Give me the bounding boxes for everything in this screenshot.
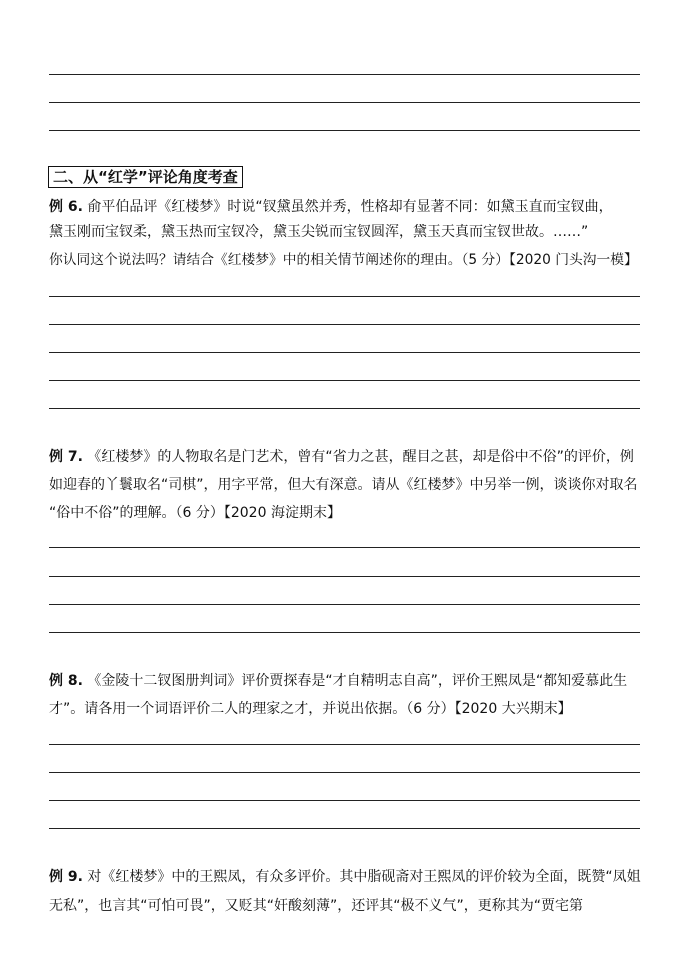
question-7-text: 《红楼梦》的人物取名是门艺术，曾有“省力之甚，醒目之甚，却是俗中不俗”的评价，例 <box>87 449 634 465</box>
question-6-text: 俞平伯品评《红楼梦》时说“钗黛虽然并秀，性格却有显著不同：如黛玉直而宝钗曲， <box>87 199 613 215</box>
answer-line <box>49 772 640 773</box>
question-7-line1 <box>49 447 634 467</box>
question-8-line2: 才”。请各用一个词语评价二人的理家之才，并说出依据。（6 分）【2020 大兴期末】 <box>49 701 572 717</box>
question-6-line1 <box>49 197 613 217</box>
question-6-number: 例 6. <box>49 199 83 215</box>
answer-line <box>49 74 640 75</box>
answer-line <box>49 352 640 353</box>
section-heading: 二、从“红学”评论角度考查 <box>48 166 243 188</box>
answer-line <box>49 324 640 325</box>
answer-line <box>49 604 640 605</box>
answer-line <box>49 744 640 745</box>
question-9-text: 对《红楼梦》中的王熙凤，有众多评价。其中脂砚斋对王熙凤的评价较为全面，既赞“凤姐 <box>87 869 641 885</box>
answer-line <box>49 102 640 103</box>
answer-line <box>49 547 640 548</box>
question-9-number: 例 9. <box>49 869 83 885</box>
question-8-text: 《金陵十二钗图册判词》评价贾探春是“才自精明志自高”，评价王熙凤是“都知爱慕此生 <box>87 673 628 689</box>
answer-line <box>49 800 640 801</box>
answer-line <box>49 576 640 577</box>
answer-line <box>49 296 640 297</box>
answer-line <box>49 408 640 409</box>
question-8-number: 例 8. <box>49 673 83 689</box>
question-8-line1 <box>49 671 627 691</box>
answer-line <box>49 130 640 131</box>
question-7-line3: “俗中不俗”的理解。（6 分）【2020 海淀期末】 <box>49 505 341 521</box>
question-6-line2: 黛玉刚而宝钗柔，黛玉热而宝钗冷，黛玉尖锐而宝钗圆浑，黛玉天真而宝钗世故。……” <box>49 224 589 240</box>
question-7-number: 例 7. <box>49 449 83 465</box>
answer-line <box>49 828 640 829</box>
answer-line <box>49 632 640 633</box>
question-7-line2: 如迎春的丫鬟取名“司棋”，用字平常，但大有深意。请从《红楼梦》中另举一例，谈谈你对取名 <box>49 477 638 493</box>
question-6-line3: 你认同这个说法吗？请结合《红楼梦》中的相关情节阐述你的理由。（5 分）【2020 门头沟一模】 <box>49 252 638 268</box>
question-9-line2: 无私”，也言其“可怕可畏”，又贬其“奸酸刻薄”，还评其“极不义气”，更称其为“贾宅第 <box>49 898 584 914</box>
answer-line <box>49 380 640 381</box>
question-9-line1 <box>49 867 641 887</box>
